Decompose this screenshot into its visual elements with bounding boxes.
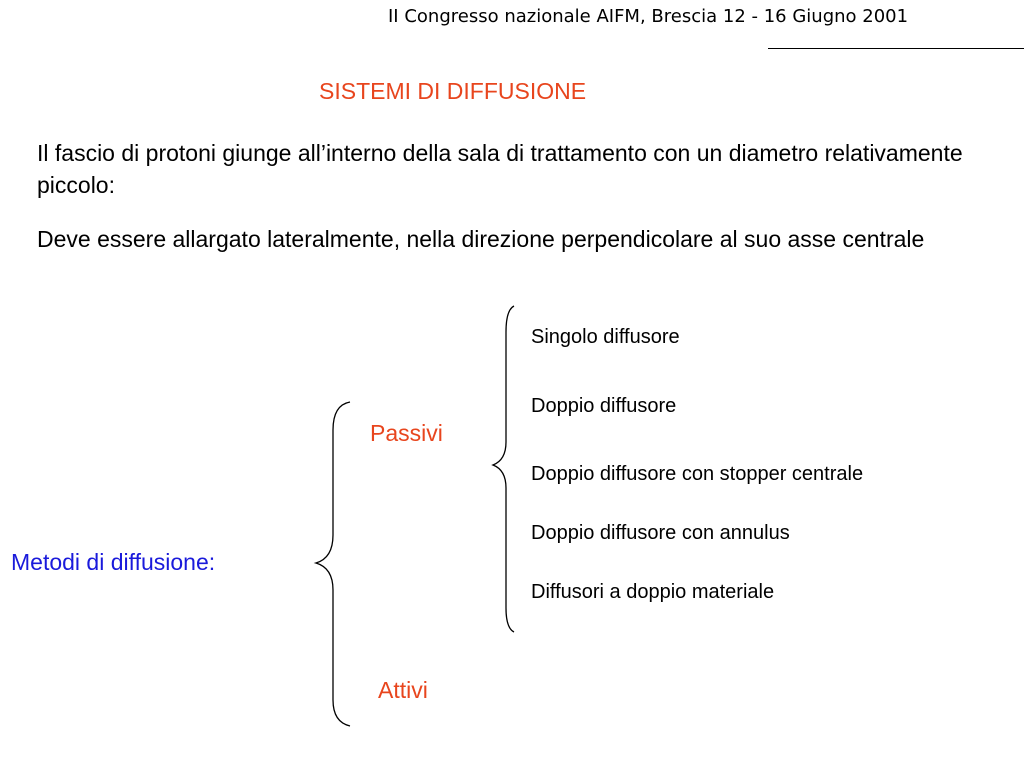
body-paragraph-1: Il fascio di protoni giunge all’interno della sala di trattamento con un diametro relativamente piccolo: [37, 140, 963, 198]
body-paragraph-2: Deve essere allargato lateralmente, nella direzione perpendicolare al suo asse centrale [37, 226, 925, 252]
passive-item-single-scatterer: Singolo diffusore [531, 326, 680, 348]
slide-title: SISTEMI DI DIFFUSIONE [319, 78, 587, 104]
main-brace [316, 402, 350, 726]
passive-item-dual-material-scatterers: Diffusori a doppio materiale [531, 581, 775, 603]
diffusion-methods-label: Metodi di diffusione: [11, 549, 216, 575]
passive-item-double-scatterer-annulus: Doppio diffusore con annulus [531, 522, 790, 544]
passive-item-double-scatterer: Doppio diffusore [531, 395, 677, 417]
passive-label: Passivi [370, 420, 443, 446]
passive-brace [493, 306, 514, 632]
passive-item-double-scatterer-stopper: Doppio diffusore con stopper centrale [531, 463, 864, 485]
active-label: Attivi [378, 677, 428, 703]
presentation-header: II Congresso nazionale AIFM, Brescia 12 - 16 Giugno 2001 [388, 6, 909, 27]
